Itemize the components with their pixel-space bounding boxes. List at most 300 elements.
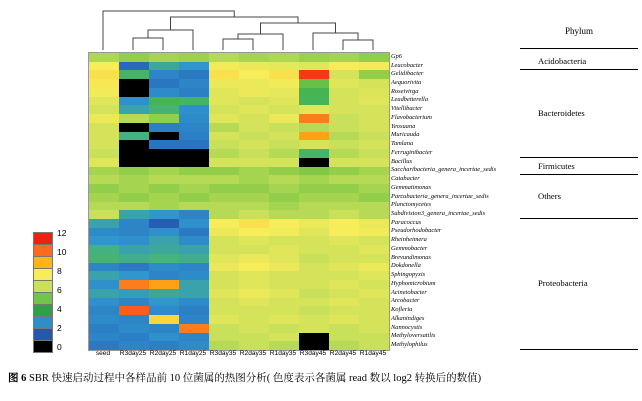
heatmap-cell [209,271,239,280]
heatmap-cell [209,333,239,342]
heatmap-cell [89,289,119,298]
heatmap-cell [359,236,389,245]
heatmap-cell [359,158,389,167]
heatmap-cell [149,132,179,141]
heatmap-cell [149,149,179,158]
heatmap-cell [299,167,329,176]
heatmap-cell [329,289,359,298]
heatmap-cell [329,184,359,193]
heatmap-cell [89,62,119,71]
heatmap-cell [89,97,119,106]
heatmap-cell [239,289,269,298]
heatmap-cell [209,210,239,219]
heatmap-grid [89,53,389,350]
heatmap-cell [239,306,269,315]
heatmap-cell [179,254,209,263]
heatmap-cell [149,140,179,149]
heatmap-cell [209,324,239,333]
phylum-divider [520,157,638,158]
heatmap-cell [209,228,239,237]
row-label: Arcobacter [391,297,420,305]
heatmap-cell [149,123,179,132]
heatmap-cell [269,140,299,149]
phylum-group-label: Proteobacteria [538,278,588,289]
heatmap-cell [209,236,239,245]
heatmap-cell [299,193,329,202]
heatmap-cell [329,298,359,307]
heatmap-cell [359,53,389,62]
heatmap-cell [209,298,239,307]
heatmap-cell [209,202,239,211]
column-label: R2day35 [239,350,267,357]
heatmap-cell [119,289,149,298]
legend-tick-label: 10 [57,247,67,257]
heatmap-cell [149,245,179,254]
phylum-group-label: Acidobacteria [538,55,587,66]
heatmap-cell [299,62,329,71]
heatmap-cell [89,245,119,254]
heatmap-cell [329,114,359,123]
heatmap-cell [119,79,149,88]
heatmap-cell [239,193,269,202]
heatmap-cell [359,306,389,315]
heatmap-cell [209,123,239,132]
heatmap-cell [209,158,239,167]
heatmap-cell [359,289,389,298]
heatmap-cell [209,97,239,106]
heatmap-cell [299,202,329,211]
heatmap-cell [359,193,389,202]
heatmap-cell [269,149,299,158]
heatmap-cell [119,123,149,132]
heatmap-cell [179,123,209,132]
heatmap-cell [119,62,149,71]
heatmap-cell [89,193,119,202]
heatmap-cell [209,289,239,298]
heatmap-cell [179,140,209,149]
heatmap-cell [179,202,209,211]
heatmap-cell [299,306,329,315]
heatmap-cell [239,70,269,79]
heatmap-cell [89,228,119,237]
heatmap-cell [179,184,209,193]
heatmap-cell [119,210,149,219]
column-dendrogram [88,8,388,50]
column-label: R1day35 [269,350,297,357]
heatmap-cell [89,167,119,176]
heatmap-cell [299,79,329,88]
heatmap-cell [269,341,299,350]
heatmap-cell [149,306,179,315]
heatmap-cell [299,140,329,149]
heatmap-cell [269,219,299,228]
row-label: Kofleria [391,306,413,314]
heatmap-cell [149,105,179,114]
heatmap-cell [209,132,239,141]
heatmap-cell [89,105,119,114]
heatmap-cell [119,254,149,263]
row-label: Roseivirga [391,87,419,95]
heatmap-cell [299,210,329,219]
heatmap-cell [239,88,269,97]
heatmap-cell [119,140,149,149]
heatmap-cell [239,245,269,254]
heatmap-cell [329,236,359,245]
row-label: Gemmatimonas [391,183,432,191]
heatmap-cell [269,123,299,132]
heatmap-cell [119,53,149,62]
heatmap-cell [239,175,269,184]
heatmap-cell [209,254,239,263]
heatmap-cell [239,79,269,88]
heatmap-cell [119,184,149,193]
phylum-group-column [520,20,638,350]
heatmap-cell [269,280,299,289]
heatmap-cell [239,236,269,245]
heatmap-cell [299,184,329,193]
heatmap-cell [149,324,179,333]
heatmap-cell [149,236,179,245]
heatmap-cell [359,324,389,333]
heatmap-cell [329,167,359,176]
column-label: R3day25 [119,350,147,357]
heatmap-cell [89,263,119,272]
heatmap-cell [269,97,299,106]
heatmap-cell [239,149,269,158]
heatmap-cell [359,263,389,272]
heatmap-cell [179,88,209,97]
heatmap-cell [359,70,389,79]
heatmap-cell [239,333,269,342]
heatmap-cell [209,105,239,114]
heatmap-cell [119,193,149,202]
heatmap-cell [299,271,329,280]
heatmap-cell [239,184,269,193]
heatmap-cell [299,315,329,324]
heatmap-cell [269,70,299,79]
heatmap-cell [329,245,359,254]
heatmap-cell [329,158,359,167]
row-label: Parcubacteria_genera_incertae_sedis [391,192,489,200]
heatmap-cell [269,333,299,342]
heatmap-cell [209,306,239,315]
heatmap-cell [269,79,299,88]
heatmap-cell [179,193,209,202]
row-label: Brevundimonas [391,253,431,261]
heatmap-cell [119,271,149,280]
heatmap-cell [359,88,389,97]
heatmap-cell [209,341,239,350]
heatmap-cell [149,228,179,237]
column-label: R1day25 [179,350,207,357]
heatmap-cell [269,175,299,184]
heatmap-cell [329,333,359,342]
heatmap-cell [269,289,299,298]
heatmap-cell [239,167,269,176]
heatmap-cell [119,341,149,350]
heatmap-cell [329,175,359,184]
heatmap-cell [359,105,389,114]
phylum-title: Phylum [565,26,594,36]
heatmap-cell [269,263,299,272]
heatmap-cell [359,132,389,141]
heatmap-cell [149,53,179,62]
heatmap-cell [209,167,239,176]
heatmap-cell [269,105,299,114]
row-label: Ferruginibacter [391,148,433,156]
heatmap-cell [149,62,179,71]
column-label: R3day45 [299,350,327,357]
heatmap-cell [239,298,269,307]
heatmap-cell [299,324,329,333]
heatmap-cell [149,271,179,280]
heatmap-cell [209,79,239,88]
heatmap-cell [299,70,329,79]
heatmap-cell [149,175,179,184]
heatmap-cell [119,149,149,158]
heatmap-cell [269,298,299,307]
heatmap-cell [239,315,269,324]
heatmap-cell [239,105,269,114]
heatmap-cell [239,280,269,289]
legend-swatch [33,340,53,353]
row-label: Muricauda [391,131,420,139]
heatmap-cell [359,333,389,342]
heatmap-cell [239,228,269,237]
heatmap-cell [269,228,299,237]
heatmap-cell [119,263,149,272]
heatmap-cell [359,149,389,158]
heatmap-cell [179,175,209,184]
heatmap-cell [359,62,389,71]
heatmap-cell [329,341,359,350]
heatmap-cell [329,62,359,71]
row-label: Flavobacterium [391,113,432,121]
heatmap-cell [269,306,299,315]
heatmap-cell [119,158,149,167]
row-label: Sphingopyxis [391,271,426,279]
heatmap-cell [359,280,389,289]
row-label: Aequorivita [391,78,422,86]
heatmap-cell [89,53,119,62]
heatmap-cell [299,97,329,106]
heatmap-cell [179,341,209,350]
row-label: Acinetobacter [391,288,427,296]
heatmap-cell [119,88,149,97]
column-label: R1day45 [359,350,387,357]
heatmap-cell [299,53,329,62]
heatmap-cell [89,236,119,245]
heatmap-cell [239,132,269,141]
heatmap-cell [89,79,119,88]
column-labels [88,350,388,364]
heatmap-cell [209,193,239,202]
heatmap-cell [209,62,239,71]
row-label: Nannocystis [391,323,423,331]
heatmap-cell [179,315,209,324]
heatmap-cell [119,280,149,289]
heatmap-cell [89,219,119,228]
heatmap-cell [149,263,179,272]
heatmap-cell [329,315,359,324]
heatmap-cell [329,210,359,219]
heatmap-cell [329,88,359,97]
heatmap-cell [269,324,299,333]
phylum-divider [520,218,638,219]
heatmap-cell [359,219,389,228]
heatmap-cell [89,70,119,79]
heatmap-cell [179,132,209,141]
column-label: seed [95,350,111,357]
legend-tick-label: 4 [57,304,62,314]
heatmap-cell [179,289,209,298]
heatmap-cell [329,149,359,158]
heatmap-cell [239,114,269,123]
heatmap-cell [269,184,299,193]
heatmap-cell [329,219,359,228]
heatmap-cell [329,193,359,202]
heatmap-cell [179,280,209,289]
phylum-group-label: Firmicutes [538,160,575,171]
heatmap-cell [329,123,359,132]
heatmap-cell [119,219,149,228]
heatmap-cell [89,341,119,350]
heatmap-cell [149,79,179,88]
heatmap-cell [209,184,239,193]
heatmap-cell [269,62,299,71]
heatmap-cell [299,263,329,272]
heatmap-cell [119,97,149,106]
heatmap-cell [119,132,149,141]
column-label: R2day25 [149,350,177,357]
heatmap-cell [329,254,359,263]
heatmap-cell [179,228,209,237]
heatmap-cell [269,167,299,176]
heatmap-cell [239,53,269,62]
heatmap-cell [299,149,329,158]
heatmap-cell [89,271,119,280]
row-label: Gelidibacter [391,70,424,78]
heatmap-cell [119,175,149,184]
heatmap-cell [329,202,359,211]
heatmap-cell [269,114,299,123]
heatmap-cell [179,149,209,158]
phylum-group-label: Bacteroidetes [538,108,585,119]
heatmap-cell [269,271,299,280]
heatmap-cell [89,158,119,167]
heatmap-cell [239,263,269,272]
heatmap-cell [179,97,209,106]
heatmap-cell [89,333,119,342]
heatmap-cell [149,333,179,342]
heatmap-cell [329,53,359,62]
heatmap-cell [149,202,179,211]
heatmap-cell [89,324,119,333]
heatmap-cell [179,53,209,62]
phylum-group-label: Others [538,191,561,202]
heatmap-cell [179,70,209,79]
heatmap-cell [209,149,239,158]
heatmap-cell [359,97,389,106]
heatmap-cell [149,184,179,193]
heatmap-cell [239,324,269,333]
heatmap-cell [239,219,269,228]
heatmap-cell [299,175,329,184]
heatmap-cell [269,254,299,263]
heatmap-cell [359,254,389,263]
phylum-divider [520,349,638,350]
heatmap-cell [119,114,149,123]
heatmap-cell [209,53,239,62]
phylum-divider [520,48,638,49]
row-label: Saccharibacteria_genera_incertae_sedis [391,166,497,174]
heatmap-cell [149,341,179,350]
heatmap-cell [89,149,119,158]
heatmap-cell [239,140,269,149]
row-label: Vitellibacter [391,105,423,113]
caption-label: 图 6 [8,373,27,384]
heatmap-cell [359,175,389,184]
heatmap-cell [119,324,149,333]
heatmap-cell [299,219,329,228]
heatmap-cell [179,298,209,307]
heatmap-cell [179,167,209,176]
row-label: Gemmobacter [391,244,428,252]
heatmap-cell [359,140,389,149]
heatmap-cell [329,132,359,141]
figure-caption [8,372,636,386]
heatmap-cell [359,123,389,132]
row-label: Rheinheimera [391,236,427,244]
row-labels [391,52,511,349]
heatmap-cell [209,219,239,228]
heatmap-cell [299,236,329,245]
heatmap-cell [359,167,389,176]
heatmap-cell [119,228,149,237]
heatmap-cell [329,263,359,272]
heatmap-cell [149,254,179,263]
row-label: Tamlana [391,140,414,148]
heatmap-panel [88,52,390,351]
heatmap-cell [239,123,269,132]
heatmap-cell [269,236,299,245]
row-label: Pseudorhodobacter [391,227,442,235]
heatmap-cell [359,341,389,350]
heatmap-cell [89,132,119,141]
heatmap-cell [209,280,239,289]
heatmap-cell [119,167,149,176]
heatmap-cell [209,245,239,254]
heatmap-cell [299,245,329,254]
heatmap-cell [329,140,359,149]
heatmap-cell [89,114,119,123]
phylum-divider [520,69,638,70]
heatmap-cell [239,271,269,280]
row-label: Hyphomicrobium [391,279,436,287]
legend-tick-label: 0 [57,342,62,352]
heatmap-cell [89,280,119,289]
heatmap-cell [179,158,209,167]
legend-tick-label: 8 [57,266,62,276]
caption-text: SBR 快速启动过程中各样品前 10 位菌属的热图分析( 色度表示各菌属 read 数以 log2 转换后的数值) [29,373,482,384]
row-label: Methylophilus [391,341,428,349]
heatmap-cell [179,210,209,219]
heatmap-cell [269,202,299,211]
heatmap-cell [359,271,389,280]
heatmap-cell [149,167,179,176]
heatmap-cell [239,210,269,219]
heatmap-cell [89,88,119,97]
